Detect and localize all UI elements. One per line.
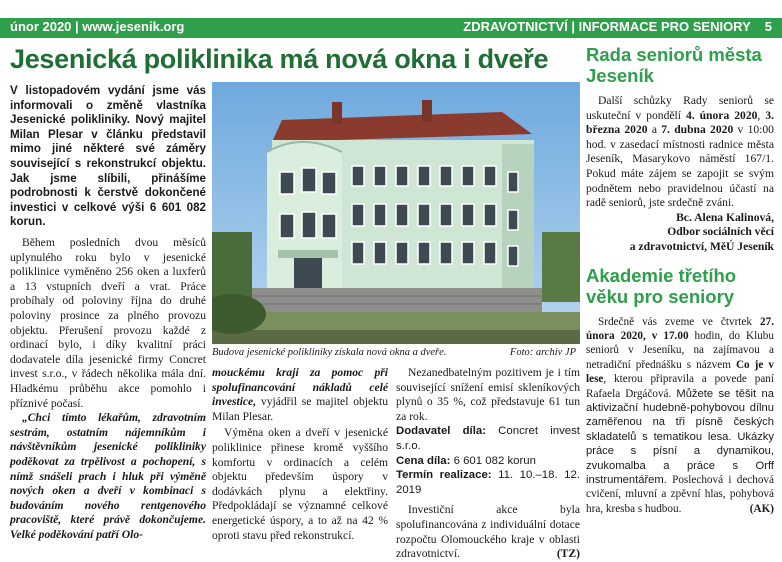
article-paragraph: [396, 503, 580, 561]
term-value: 11. 10.–18. 12. 2019: [396, 469, 580, 496]
article-quote: „Chci tímto lékařům, zdravotním sestrám, ostatním nájemníkům i návštěvníkům jesenické polikliniky poděkovat za trpělivost a pochopení, s nímž snášeli prach i hluk při výměně nových oken a dveří v kombinaci s budováním nového rentgenového pracoviště, které právě dokončujeme. Velké poděkování patří Olo-: [10, 411, 206, 541]
article-headline: Jesenická poliklinika má nová okna i dveře: [10, 44, 549, 74]
funding-text: Investiční akce byla spolufinancována z individuální dotace rozpočtu Olomouckého kraje v oblasti zdravotnictví.: [396, 503, 580, 561]
akademie-text-c: , kterou připravila a povede paní Rafaela Drgáčová.: [586, 373, 774, 400]
page-number: 5: [764, 19, 772, 34]
sidebar: [586, 44, 774, 516]
rada-text-c: a: [647, 123, 662, 137]
contractor-line: [396, 424, 580, 453]
term-label: Termín realizace:: [396, 469, 492, 482]
photo-caption-text: Budova jesenické polikliniky získala nová okna a dveře.: [212, 347, 447, 358]
article-paragraph: [212, 366, 388, 424]
rada-text-b: ,: [757, 108, 766, 122]
akademie-text-d: Poslechová i dechová cvičení, mluvní a zpěvní hlas, pohybová hra, kresba s hudbou.: [586, 474, 774, 515]
article-paragraph: Během posledních dvou měsíců uplynulého roku bylo v jesenické poliklinice vyměněno 256 oken a luxferů a 13 vstupních dveří a vrat. Práce probíhaly od poloviny října do druhé poloviny prosince za plného provozu objektu. Přerušení provozu každé z ordinací bylo, i díky kvalitní práci dodavatele díla jesenické firmy Concret invest s.r.o., v řádech několika mála dní. Hladkému průběhu akce pomohlo i příznivé počasí.: [10, 236, 206, 410]
building-illustration: [212, 82, 580, 344]
rada-date-1: 4. února 2020: [685, 108, 758, 122]
rada-text-d: v 10:00 hod. v zasedací místnosti radnice města Jeseník, Masarykovo náměstí 167/1. Pokud máte zájem se zapojit se svým podnětem nebo pravidelnou účastí na radě seniorů, jste srdečně zváni.: [586, 123, 774, 210]
photo-caption: [212, 347, 580, 358]
akademie-title: Co je v lese: [586, 358, 774, 386]
photo-credit: Foto: archiv JP: [509, 347, 576, 358]
rada-date-3: 7. dubna 2020: [661, 123, 734, 137]
header-section-title: ZDRAVOTNICTVÍ | INFORMACE PRO SENIORY: [463, 19, 751, 34]
article-paragraph: Nezanedbatelným pozitivem je i tím související snížení emisí skleníkových plynů o 35 %, což představuje 61 tun za rok.: [396, 366, 580, 423]
article-column-3: [396, 366, 580, 562]
article-lead: V listopadovém vydání jsme vás informovali o změně vlastníka Jesenické polikliniky. Nový majitel Milan Plesar v článku představil mimo jiné některé své záměry související s rekonstrukcí objektu. Jak jsme slíbili, přinášíme podrobnosti k čerstvě dokončené investici v celkové výši 6 601 082 korun.: [10, 84, 206, 229]
akademie-text-b: hodin, do Klubu seniorů v Jeseníku, na zajímavou a netradiční přednášku s názvem: [586, 329, 774, 371]
article-column-1: [10, 236, 206, 542]
quote-attribution: vyjádřil se majitel objektu Milan Plesar.: [212, 395, 388, 423]
rada-signature-2: Odbor sociálních věcí: [667, 225, 774, 239]
rada-signature-3: a zdravotnictví, MěÚ Jeseník: [629, 239, 774, 253]
rada-heading: Rada seniorů města Jeseník: [586, 44, 762, 86]
price-label: Cena díla:: [396, 454, 451, 467]
article-column-2: [212, 366, 388, 543]
rada-date-2: 3. března 2020: [586, 108, 774, 137]
akademie-signature: (AK): [749, 502, 774, 515]
contractor-value: Concret invest s.r.o.: [396, 425, 580, 452]
header-bar: [0, 0, 782, 38]
quote-continuation: mouckému kraji za pomoc při spolufinancování nákladů celé investice,: [212, 366, 388, 409]
price-line: [396, 454, 580, 469]
header-date-site: únor 2020 | www.jesenik.org: [10, 19, 185, 34]
akademie-text: [586, 315, 774, 517]
article-signature: (TZ): [556, 547, 580, 561]
akademie-text-a: Srdečně vás zveme ve čtvrtek: [598, 315, 761, 328]
rada-text: [586, 94, 774, 255]
term-line: [396, 468, 580, 497]
rada-paragraph: [586, 94, 774, 211]
header-section: [463, 19, 772, 34]
article-paragraph: Výměna oken a dveří v jesenické poliklinice přinese kromě vyššího komfortu v ordinacích a celém objektu především úspory v dodávkách plynu a elektřiny. Předpokládají se významné celkové energetické úspory, a to až na 42 % oproti stavu před rekonstrukcí.: [212, 426, 388, 542]
rada-text-a: Další schůzky Rady seniorů se uskuteční v pondělí: [586, 94, 774, 122]
contractor-label: Dodavatel díla:: [396, 425, 487, 438]
akademie-program: Můžete se těšit na aktivizační hudebně-pohybovou dílnu zaměřenou na tři písně českých skladatelů s tematikou lesa. Ukázky práce s písní a dynamikou, zvukomalba a práce s Orff instrumentářem.: [586, 387, 774, 486]
price-value: 6 601 082 korun: [450, 454, 536, 467]
rada-signature-1: Bc. Alena Kalinová,: [676, 210, 774, 224]
akademie-date: 27. února 2020, v 17.00: [586, 315, 774, 342]
poliklinika-photo: [212, 82, 580, 344]
akademie-heading: Akademie třetího věku pro seniory: [586, 264, 737, 307]
akademie-paragraph: [586, 315, 774, 517]
